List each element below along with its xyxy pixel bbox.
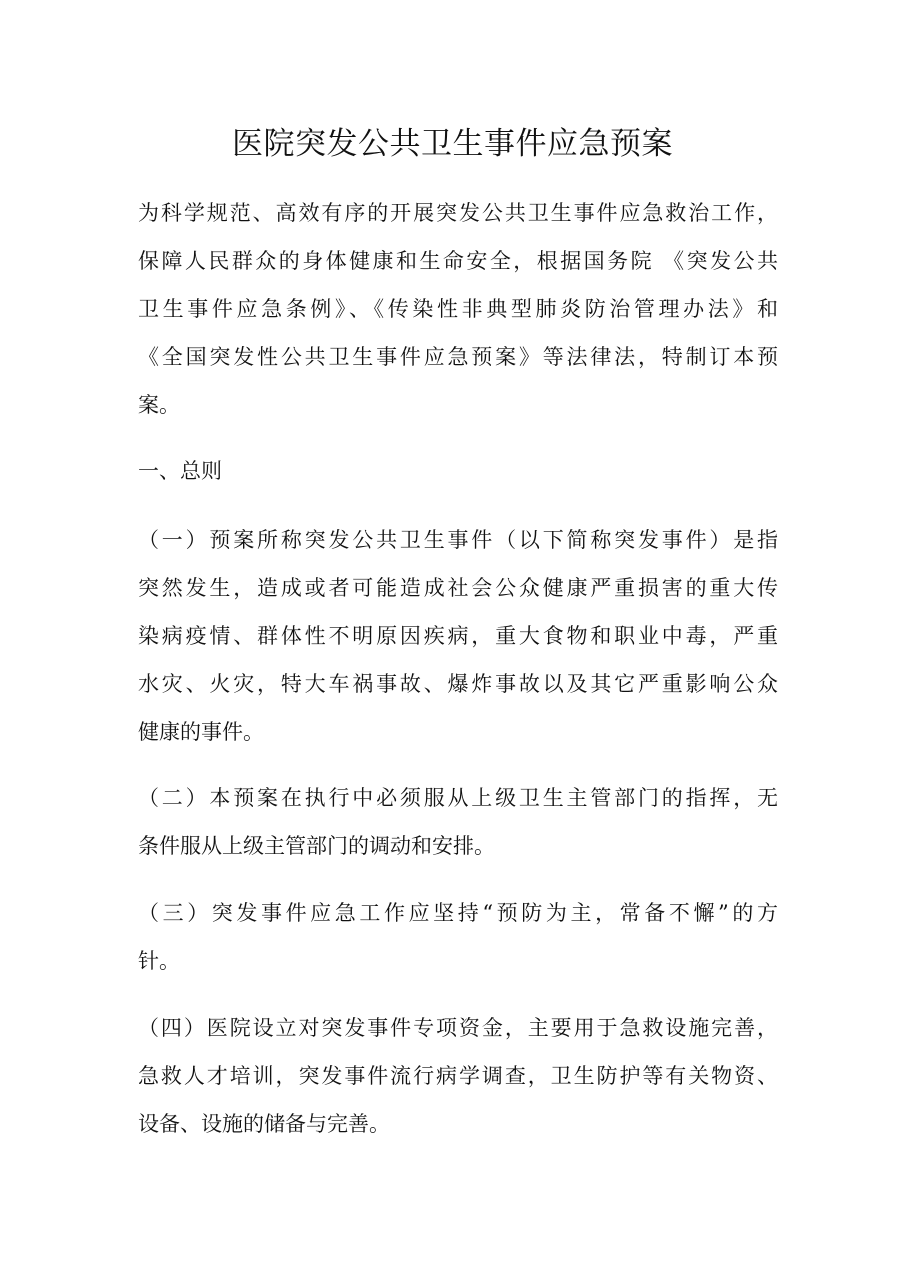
document-title: 医院突发公共卫生事件应急预案	[232, 126, 673, 162]
clause-1-line-4: 水灾、火灾，特大车祸事故、爆炸事故以及其它严重影响公众	[138, 672, 778, 696]
intro-line-1: 为科学规范、高效有序的开展突发公共卫生事件应急救治工作，	[138, 201, 778, 225]
clause-1-line-3: 染病疫情、群体性不明原因疾病，重大食物和职业中毒，严重	[138, 624, 778, 648]
clause-1-line-2: 突然发生，造成或者可能造成社会公众健康严重损害的重大传	[138, 576, 778, 600]
intro-line-5: 案。	[138, 393, 180, 417]
clause-4-line-2: 急救人才培训，突发事件流行病学调查，卫生防护等有关物资、	[138, 1064, 778, 1088]
clause-4-line-3: 设备、设施的储备与完善。	[138, 1112, 390, 1136]
section-heading-general: 一、总则	[138, 459, 222, 483]
clause-3-line-1: （三）突发事件应急工作应坚持“预防为主，常备不懈”的方	[138, 901, 778, 925]
intro-line-3: 卫生事件应急条例》、《传染性非典型肺炎防治管理办法》和	[138, 297, 778, 321]
clause-2-line-1: （二）本预案在执行中必须服从上级卫生主管部门的指挥，无	[138, 786, 778, 810]
clause-1-line-5: 健康的事件。	[138, 720, 264, 744]
clause-4-line-1: （四）医院设立对突发事件专项资金，主要用于急救设施完善，	[138, 1016, 778, 1040]
clause-3-line-2: 针。	[138, 949, 180, 973]
clause-2-line-2: 条件服从上级主管部门的调动和安排。	[138, 834, 495, 858]
intro-line-4: 《全国突发性公共卫生事件应急预案》等法律法，特制订本预	[138, 345, 778, 369]
intro-line-2: 保障人民群众的身体健康和生命安全，根据国务院 《突发公共	[138, 249, 778, 273]
clause-1-line-1: （一）预案所称突发公共卫生事件（以下简称突发事件）是指	[138, 528, 778, 552]
